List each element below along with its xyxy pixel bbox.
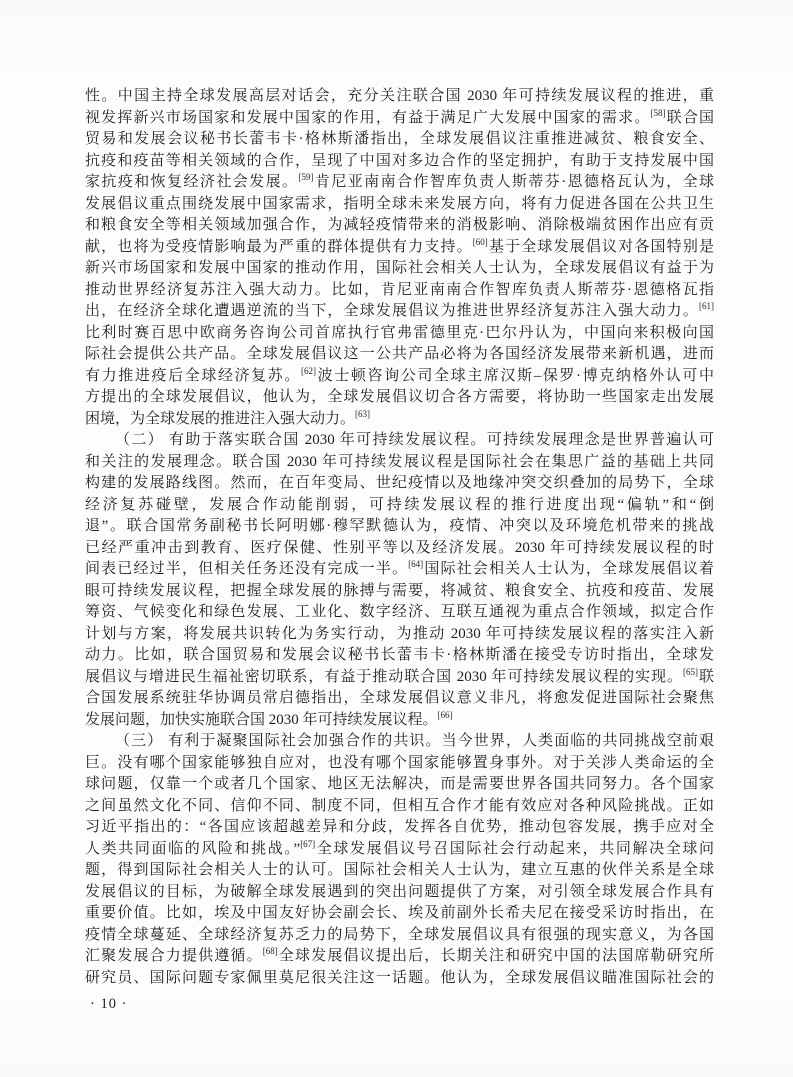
text-line: 筹资、气候变化和绿色发展、工业化、数字经济、互联互通视为重点合作领域，拟定合作: [85, 604, 714, 620]
text-line: 视发挥新兴市场国家和发展中国家的作用，有益于满足广大发展中国家的需求。[58]联合国: [85, 107, 714, 126]
text-line: 和关注的发展理念。联合国 2030 年可持续发展议程是国际社会在集思广益的基础上共同: [85, 453, 714, 470]
text-line: 困境，为全球发展的推进注入强大动力。[63]: [85, 408, 371, 427]
text-line: 间表已经过半，但相关任务还没有完成一半。[64]国际社会相关人士认为，全球发展倡议着: [85, 559, 714, 577]
page-number: · 10 ·: [90, 996, 128, 1012]
footnote-marker: [68]: [262, 946, 278, 956]
text-line: 发展倡议重点围绕发展中国家需求，指明全球未来发展方向，将有力促进各国在公共卫生: [85, 195, 714, 212]
footnote-marker: [67]: [300, 838, 316, 849]
paragraph: [85, 731, 714, 989]
paragraph: [85, 430, 714, 731]
text-line: 抗疫和疫苗等相关领域的合作，呈现了中国对多边合作的坚定拥护，有助于支持发展中国: [85, 152, 714, 169]
text-line: 巨。没有哪个国家能够独自应对，也没有哪个国家能够置身事外。对于关涉人类命运的全: [85, 754, 714, 771]
text-line: 计划与方案，将发展共识转化为务实行动，为推动 2030 年可持续发展议程的落实注入新: [85, 625, 714, 642]
paragraph: [85, 86, 714, 430]
text-line: 退”。联合国常务副秘书长阿明娜·穆罕默德认为，疫情、冲突以及环境危机带来的挑战: [85, 518, 714, 534]
text-line: 有力推进疫后全球经济复苏。[62]波士顿咨询公司全球主席汉斯–保罗·博克纳格外认可中: [85, 365, 714, 384]
footnote-marker: [66]: [437, 709, 453, 720]
text-line: 球问题，仅靠一个或者几个国家、地区无法解决，而是需要世界各国共同努力。各个国家: [85, 776, 714, 792]
text-line: 研究员、国际问题专家佩里莫尼很关注这一话题。他认为，全球发展倡议瞄准国际社会的: [85, 969, 714, 986]
text-line: 性。中国主持全球发展高层对话会，充分关注联合国 2030 年可持续发展议程的推进，重: [85, 88, 714, 104]
footnote-marker: [58]: [650, 107, 666, 118]
text-line: 人类共同面临的风险和挑战。”[67]全球发展倡议号召国际社会行动起来，共同解决全球问: [85, 838, 714, 857]
text-line: 推动世界经济复苏注入强大动力。比如，肯尼亚南南合作智库负责人斯蒂芬·恩德格瓦指: [85, 281, 714, 298]
body-text: [85, 86, 714, 989]
footnote-marker: [65]: [683, 666, 699, 677]
text-line: 眼可持续发展议程，把握全球发展的脉搏与需要，将减贫、粮食安全、抗疫和疫苗、发展: [85, 582, 714, 599]
text-line: （二） 有助于落实联合国 2030 年可持续发展议程。可持续发展理念是世界普遍认可: [115, 432, 714, 448]
text-line: 经济复苏碰壁，发展合作动能削弱，可持续发展议程的推行进度出现“偏轨”和“倒: [85, 496, 714, 513]
text-line: 出，在经济全球化遭遇逆流的当下，全球发展倡议为推进世界经济复苏注入强大动力。[61]: [85, 301, 714, 319]
text-line: 新兴市场国家和发展中国家的推动作用，国际社会相关人士认为，全球发展倡议有益于为: [85, 260, 714, 276]
text-line: 疫情全球蔓延、全球经济复苏乏力的局势下，全球发展倡议具有很强的现实意义，为各国: [85, 926, 714, 943]
footnote-marker: [64]: [408, 559, 424, 569]
text-line: 展倡议与增进民生福祉密切联系，有益于推动联合国 2030 年可持续发展议程的实现。[65]联: [85, 666, 714, 685]
footnote-marker: [63]: [355, 408, 371, 419]
text-line: 汇聚发展合力提供遵循。[68]全球发展倡议提出后，长期关注和研究中国的法国席勒研究所: [85, 946, 714, 964]
text-line: 方提出的全球发展倡议，他认为，全球发展倡议切合各方需要，将协助一些国家走出发展: [85, 389, 714, 405]
footnote-marker: [62]: [301, 365, 317, 376]
text-line: 合国发展系统驻华协调员常启德指出，全球发展倡议意义非凡，将愈发促进国际社会聚焦: [85, 690, 714, 706]
text-line: 之间虽然文化不同、信仰不同、制度不同，但相互合作才能有效应对各种风险挑战。正如: [85, 797, 714, 814]
text-line: （三） 有利于凝聚国际社会加强合作的共识。当今世界，人类面临的共同挑战空前艰: [115, 733, 714, 749]
text-line: 构建的发展路线图。然而，在百年变局、世纪疫情以及地缘冲突交织叠加的局势下，全球: [85, 475, 714, 491]
text-line: 动力。比如，联合国贸易和发展会议秘书长蕾韦卡·格林斯潘在接受专访时指出，全球发: [85, 647, 714, 663]
text-line: 家抗疫和恢复经济社会发展。[59]肯尼亚南南合作智库负责人斯蒂芬·恩德格瓦认为，全球: [85, 172, 714, 190]
text-line: 比利时赛百思中欧商务咨询公司首席执行官弗雷德里克·巴尔丹认为，中国向来积极向国: [85, 324, 714, 341]
text-line: 发展问题，加快实施联合国 2030 年可持续发展议程。[66]: [85, 709, 453, 728]
footnote-marker: [59]: [298, 172, 314, 182]
text-line: 发展倡议的目标，为破解全球发展遇到的突出问题提供了方案，对引领全球发展合作具有: [85, 883, 714, 900]
text-line: 际社会提供公共产品。全球发展倡议这一公共产品必将为各国经济发展带来新机遇，进而: [85, 346, 714, 362]
text-line: 题，得到国际社会相关人士的认可。国际社会相关人士认为，建立互惠的伙伴关系是全球: [85, 862, 714, 878]
text-line: 习近平指出的：“各国应该超越差异和分歧，发挥各自优势，推动包容发展，携手应对全: [85, 819, 714, 835]
text-line: 和粮食安全等相关领域加强合作，为减轻疫情带来的消极影响、消除极端贫困作出应有贡: [85, 217, 714, 233]
text-line: 重要价值。比如，埃及中国友好协会副会长、埃及前副外长希夫尼在接受采访时指出，在: [85, 905, 714, 921]
text-line: 贸易和发展会议秘书长蕾韦卡·格林斯潘指出，全球发展倡议注重推进减贫、粮食安全、: [85, 131, 714, 147]
text-line: 献，也将为受疫情影响最为严重的群体提供有力支持。[60]基于全球发展倡议对各国特别是: [85, 236, 714, 255]
text-line: 已经严重冲击到教育、医疗保健、性别平等以及经济发展。2030 年可持续发展议程的时: [85, 539, 714, 556]
footnote-marker: [61]: [699, 301, 714, 311]
footnote-marker: [60]: [472, 236, 488, 247]
